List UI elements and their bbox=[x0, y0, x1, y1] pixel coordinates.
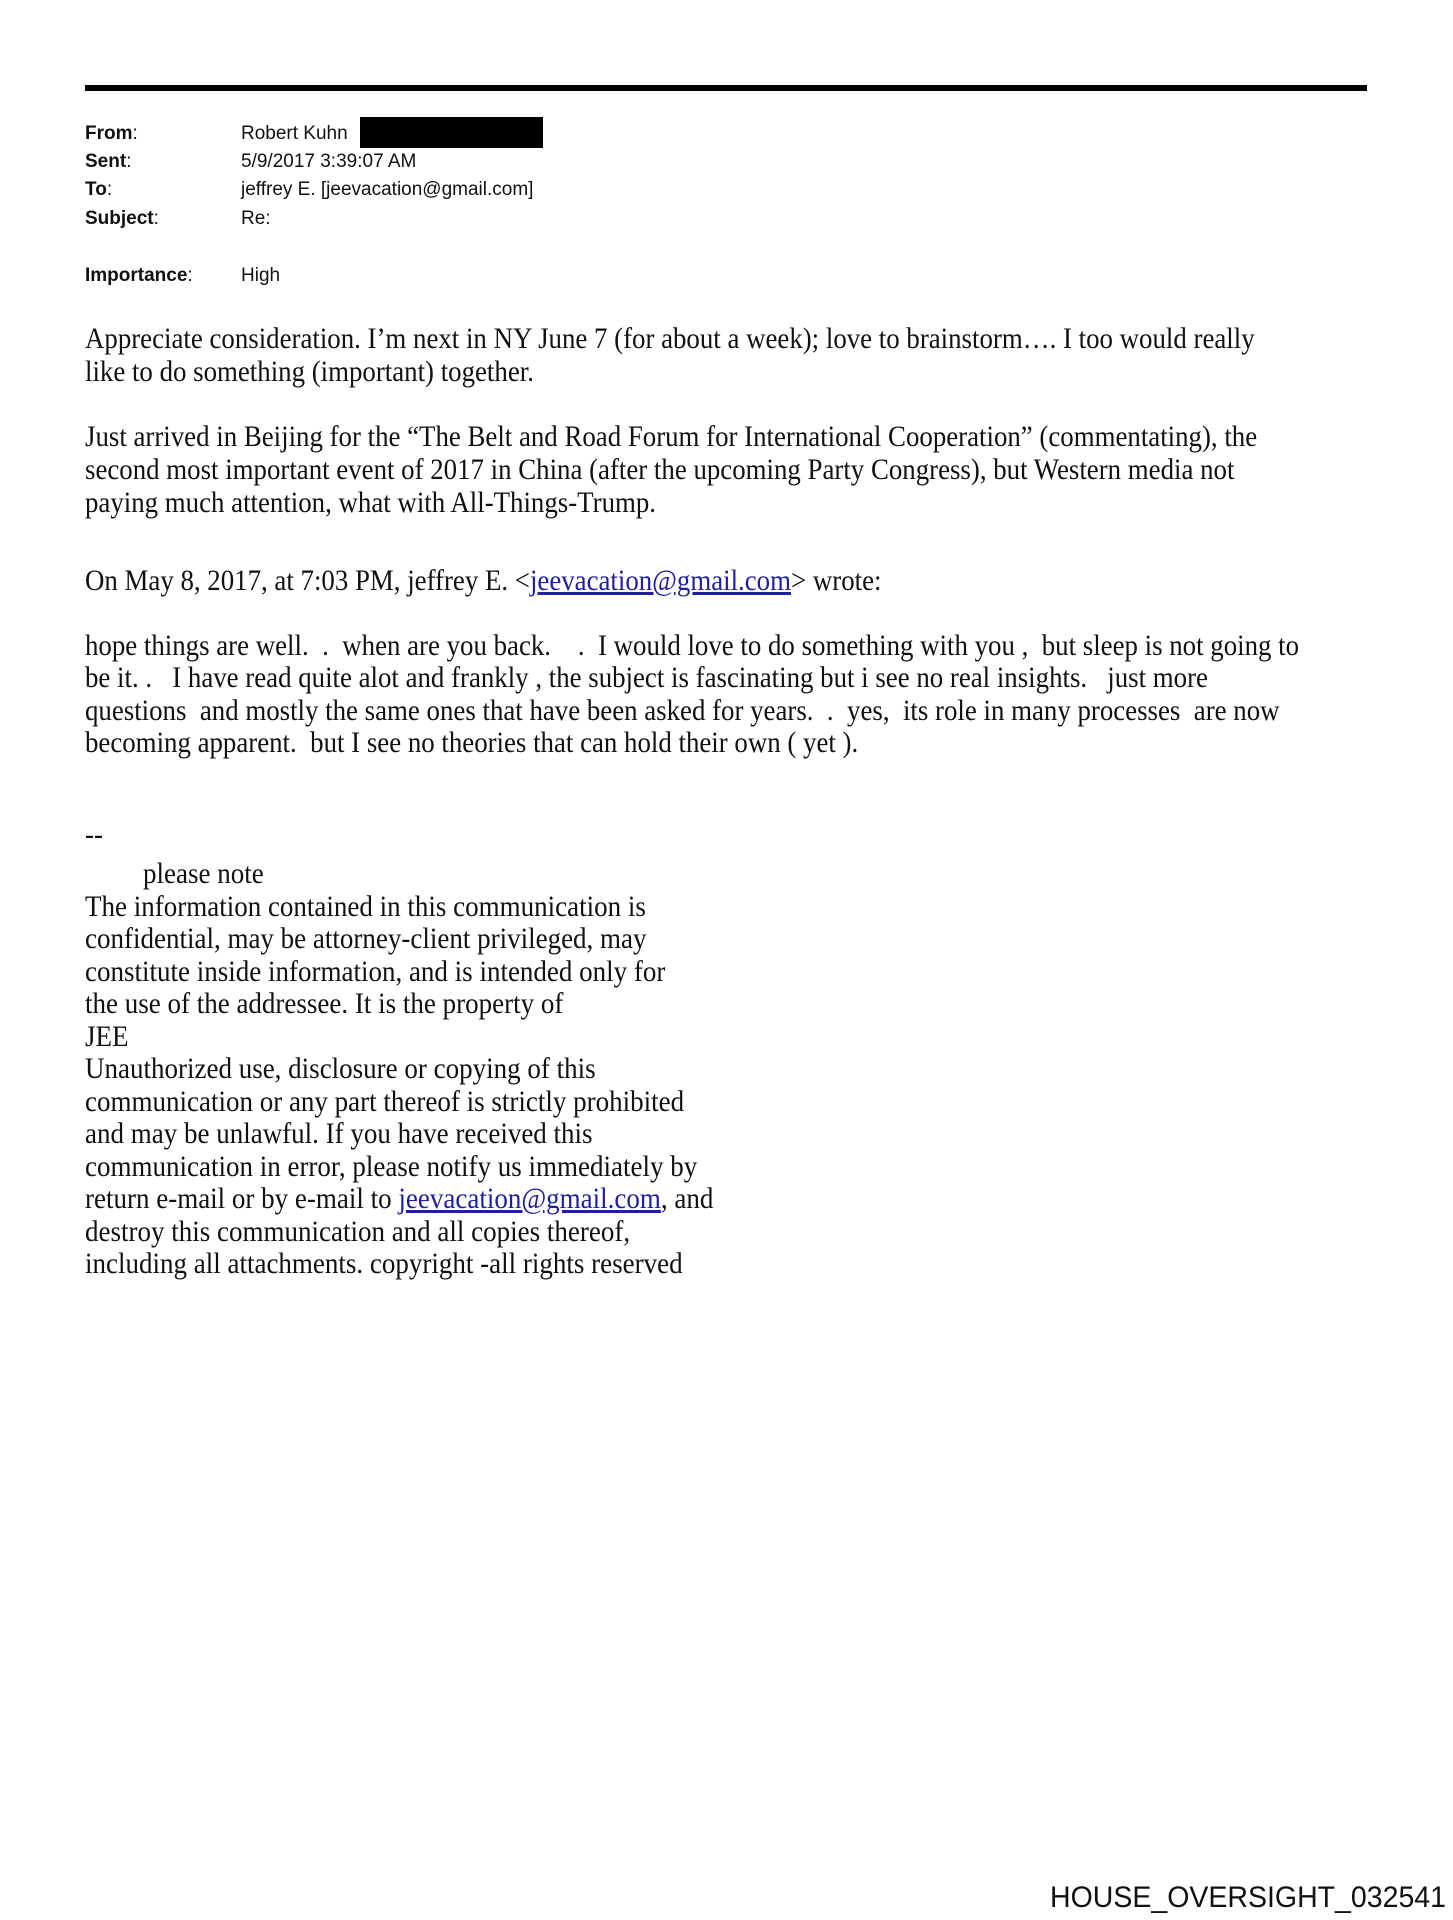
disclaimer-line: constitute inside information, and is intended only for bbox=[85, 955, 666, 988]
signature-separator: -- bbox=[85, 818, 103, 851]
body-line: Just arrived in Beijing for the “The Belt and Road Forum for International Cooperation” (commentating), the bbox=[85, 420, 1258, 453]
quote-intro: On May 8, 2017, at 7:03 PM, jeffrey E. <jeevacation@gmail.com> wrote: bbox=[85, 564, 882, 597]
from-label: From: bbox=[85, 123, 138, 144]
email-link[interactable]: jeevacation@gmail.com bbox=[398, 1182, 661, 1215]
body-line: Appreciate consideration. I’m next in NY June 7 (for about a week); love to brainstorm…. I too would really bbox=[85, 322, 1255, 355]
to-label: To: bbox=[85, 179, 113, 200]
disclaimer-line: including all attachments. copyright -all rights reserved bbox=[85, 1247, 683, 1280]
quoted-line: be it. . I have read quite alot and frankly , the subject is fascinating but i see no real insights. just more bbox=[85, 661, 1208, 694]
from-value: Robert Kuhn bbox=[241, 123, 348, 144]
disclaimer-line: The information contained in this communication is bbox=[85, 890, 646, 923]
body-line: paying much attention, what with All-Things-Trump. bbox=[85, 486, 657, 519]
body-line: second most important event of 2017 in China (after the upcoming Party Congress), but Western media not bbox=[85, 453, 1235, 486]
importance-label: Importance: bbox=[85, 265, 193, 286]
subject-value: Re: bbox=[241, 208, 271, 229]
disclaimer-line: communication in error, please notify us immediately by bbox=[85, 1150, 698, 1183]
subject-label: Subject: bbox=[85, 208, 159, 229]
quoted-line: questions and mostly the same ones that have been asked for years. . yes, its role in many processes are now bbox=[85, 694, 1280, 727]
disclaimer-return-line: return e-mail or by e-mail to jeevacation@gmail.com, and bbox=[85, 1182, 714, 1215]
body-line: like to do something (important) together. bbox=[85, 355, 534, 388]
disclaimer-line: the use of the addressee. It is the property of bbox=[85, 987, 564, 1020]
quoted-line: becoming apparent. but I see no theories that can hold their own ( yet ). bbox=[85, 726, 859, 759]
please-note: please note bbox=[143, 857, 264, 890]
quoted-line: hope things are well. . when are you back. . I would love to do something with you , but sleep is not going to bbox=[85, 629, 1300, 662]
disclaimer-line: and may be unlawful. If you have received this bbox=[85, 1117, 593, 1150]
importance-value: High bbox=[241, 265, 281, 286]
disclaimer-line: destroy this communication and all copies thereof, bbox=[85, 1215, 631, 1248]
to-value: jeffrey E. [jeevacation@gmail.com] bbox=[241, 179, 534, 200]
header-rule bbox=[85, 85, 1367, 91]
disclaimer-line: confidential, may be attorney-client privileged, may bbox=[85, 922, 647, 955]
bates-number: HOUSE_OVERSIGHT_032541 bbox=[1050, 1881, 1447, 1914]
disclaimer-line: JEE bbox=[85, 1020, 129, 1053]
disclaimer-line: Unauthorized use, disclosure or copying of this bbox=[85, 1052, 596, 1085]
sent-label: Sent: bbox=[85, 151, 132, 172]
disclaimer-line: communication or any part thereof is strictly prohibited bbox=[85, 1085, 685, 1118]
sent-value: 5/9/2017 3:39:07 AM bbox=[241, 151, 417, 172]
email-link[interactable]: jeevacation@gmail.com bbox=[529, 564, 792, 597]
redaction-box bbox=[360, 117, 543, 148]
